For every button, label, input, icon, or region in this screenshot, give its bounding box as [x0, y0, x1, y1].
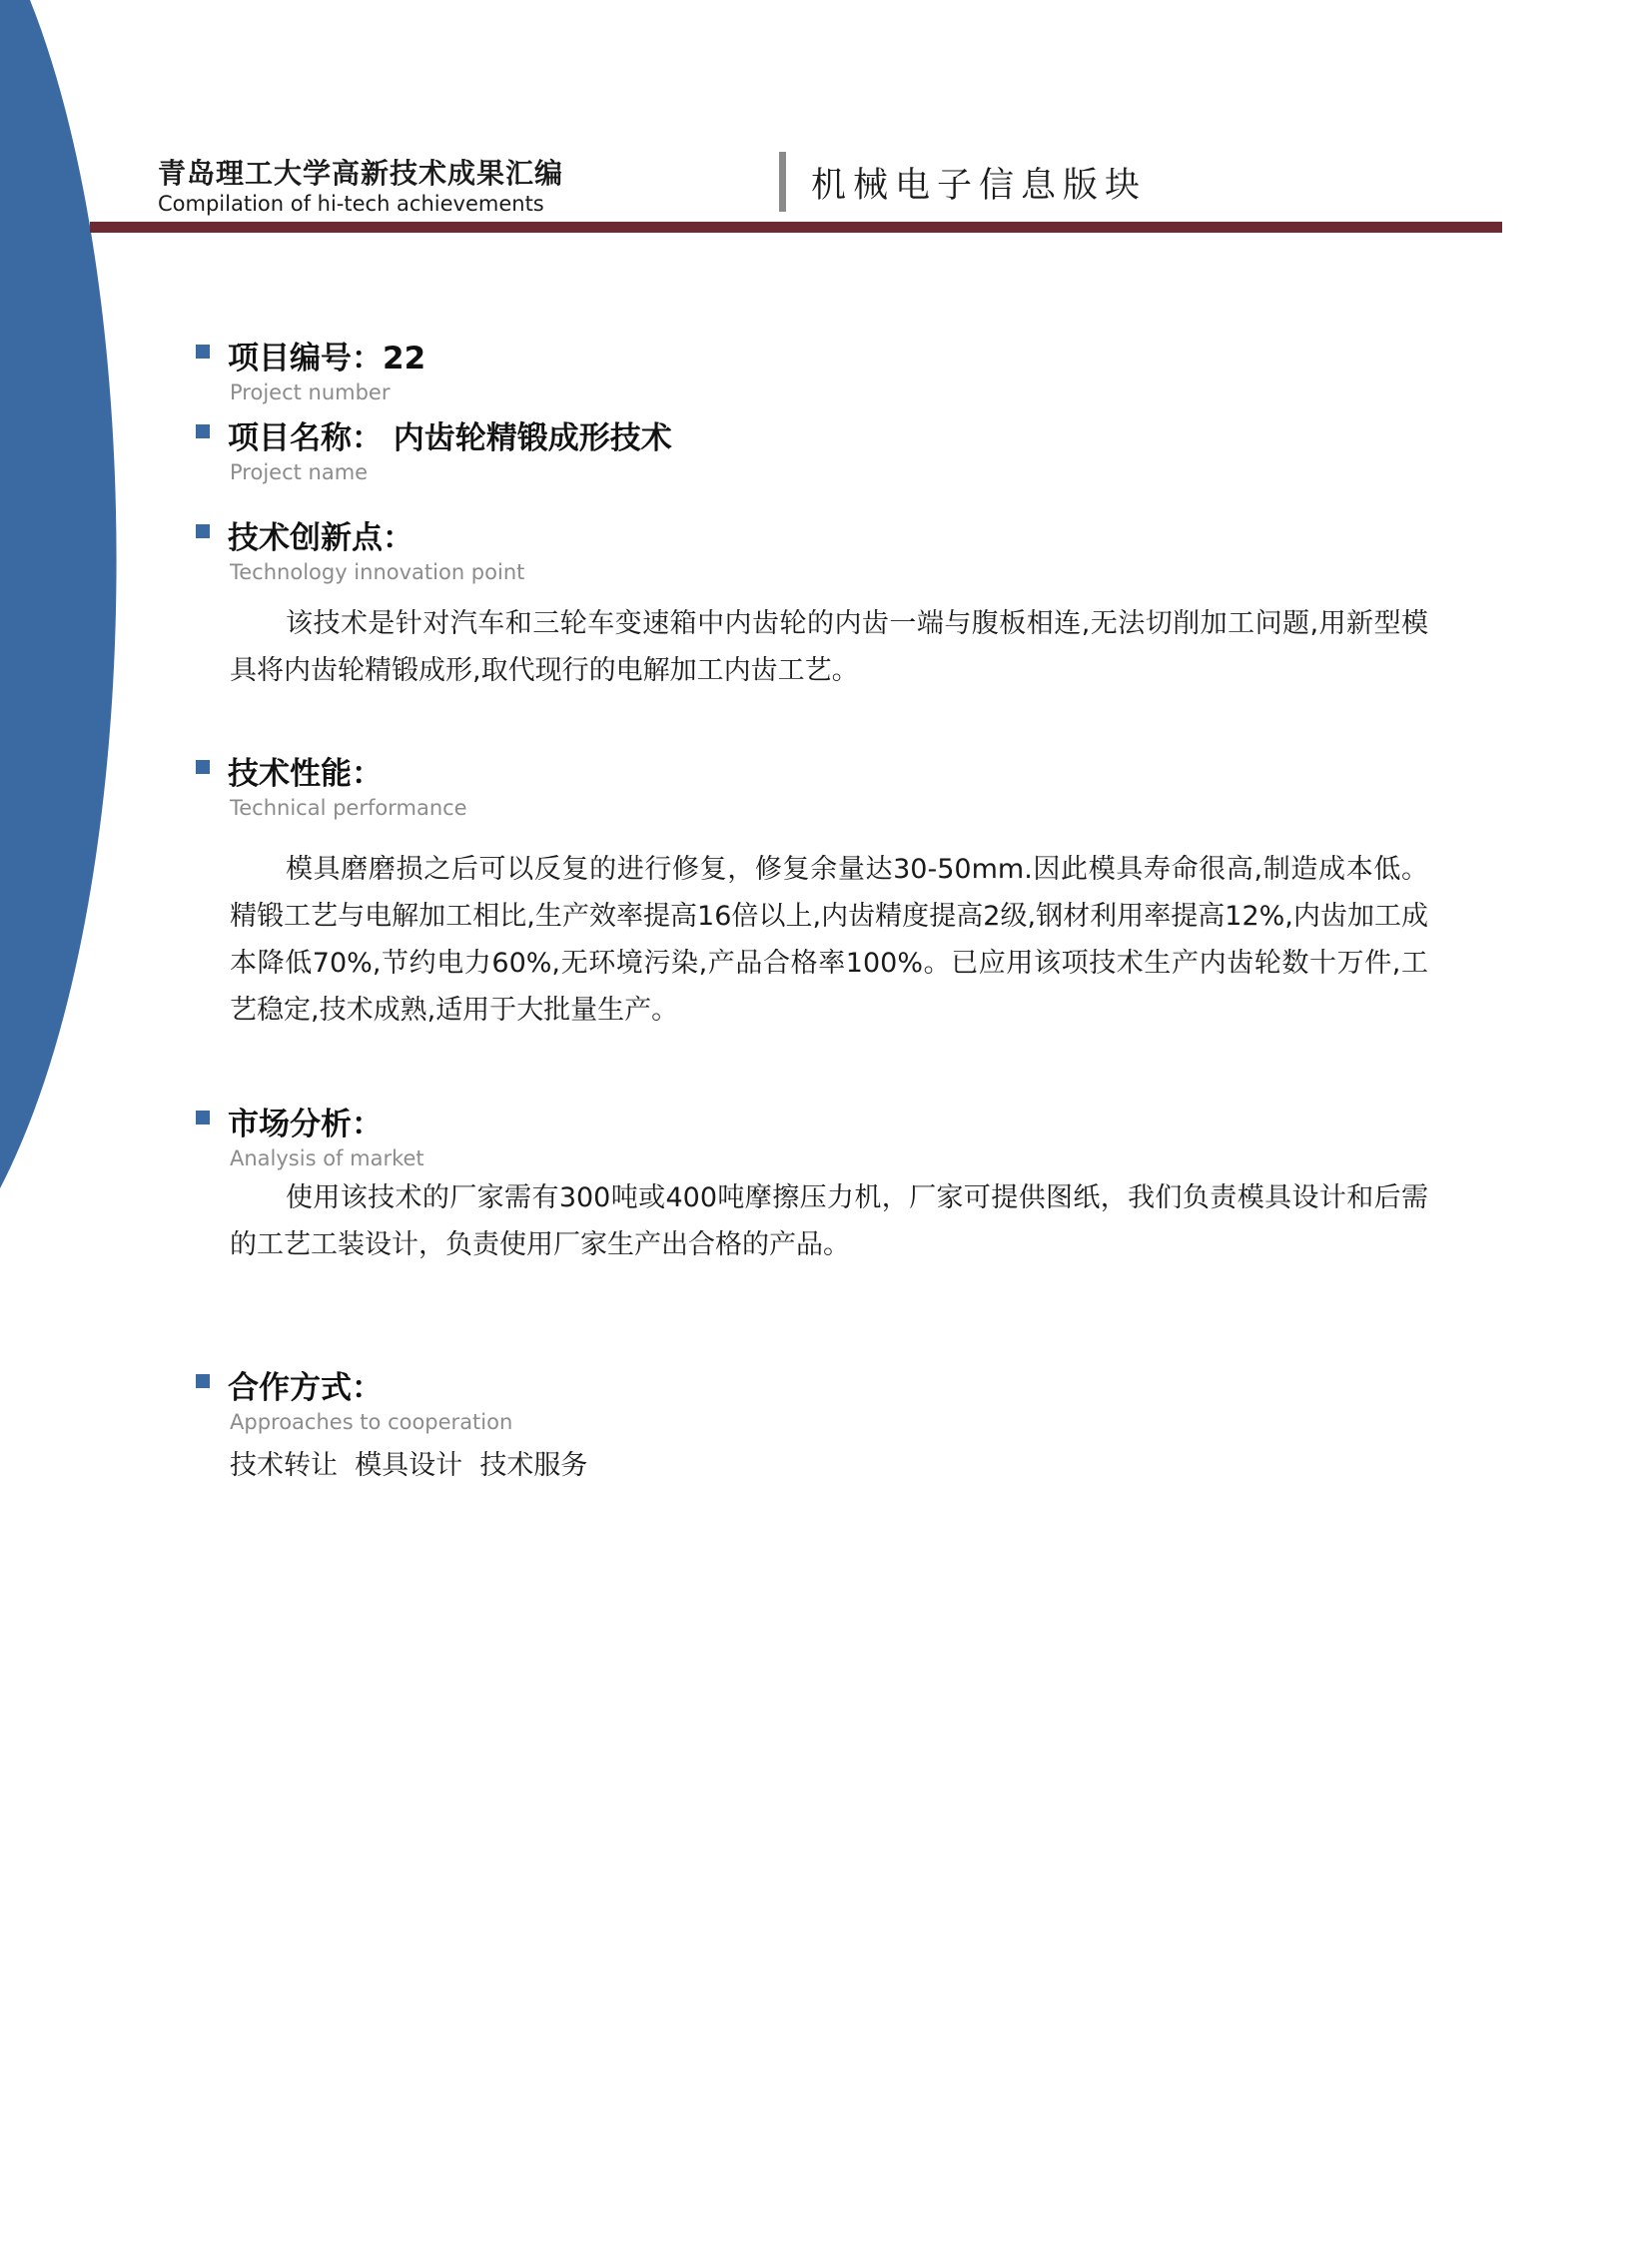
- cooperation-body: 技术转让 模具设计 技术服务: [230, 1450, 588, 1481]
- performance-label-en: Technical performance: [230, 796, 467, 820]
- project-name-label: 项目名称： 内齿轮精锻成形技术: [228, 420, 672, 456]
- bullet-square-icon: [196, 345, 210, 359]
- market-section: [196, 1099, 1434, 1268]
- bullet-square-icon: [196, 524, 210, 538]
- bullet-square-icon: [196, 424, 210, 438]
- bullet-square-icon: [196, 760, 210, 774]
- market-label-en: Analysis of market: [230, 1146, 424, 1170]
- cooperation-label: 合作方式：: [228, 1370, 383, 1406]
- performance-body: 模具磨磨损之后可以反复的进行修复，修复余量达30-50mm.因此模具寿命很高,制造成本低。精锻工艺与电解加工相比,生产效率提高16倍以上,内齿精度提高2级,钢材利用率提高12%,内齿加工成本降低70%,节约电力60%,无环境污染,产品合格率100%。已应用该项技术生产内齿轮数十万件,工艺稳定,技术成熟,适用于大批量生产。: [230, 854, 1428, 1026]
- innovation-section: [196, 512, 1434, 694]
- header-title-cn: 青岛理工大学高新技术成果汇编: [158, 157, 564, 190]
- performance-section: [196, 748, 1434, 1034]
- performance-label: 技术性能：: [228, 756, 383, 792]
- header-section-title: 机械电子信息版块: [811, 166, 1148, 206]
- innovation-label: 技术创新点：: [228, 520, 413, 556]
- bullet-square-icon: [196, 1111, 210, 1124]
- page-header: [0, 0, 1652, 240]
- cooperation-label-en: Approaches to cooperation: [230, 1410, 513, 1434]
- header-divider: [779, 152, 786, 212]
- bullet-square-icon: [196, 1374, 210, 1388]
- market-label: 市场分析：: [228, 1107, 383, 1142]
- innovation-body: 该技术是针对汽车和三轮车变速箱中内齿轮的内齿一端与腹板相连,无法切削加工问题,用新型模具将内齿轮精锻成形,取代现行的电解加工内齿工艺。: [230, 608, 1428, 686]
- project-number-label-en: Project number: [230, 380, 391, 404]
- project-name-label-en: Project name: [230, 460, 369, 484]
- project-name-section: [196, 412, 1434, 486]
- header-title-en: Compilation of hi-tech achievements: [158, 192, 544, 216]
- project-number-label: 项目编号：22: [228, 341, 426, 376]
- header-rule: [90, 222, 1502, 233]
- innovation-label-en: Technology innovation point: [230, 560, 525, 584]
- cooperation-section: [196, 1362, 1434, 1489]
- market-body: 使用该技术的厂家需有300吨或400吨摩擦压力机，厂家可提供图纸，我们负责模具设计和后需的工艺工装设计，负责使用厂家生产出合格的产品。: [230, 1182, 1428, 1260]
- project-number-section: [196, 333, 1434, 406]
